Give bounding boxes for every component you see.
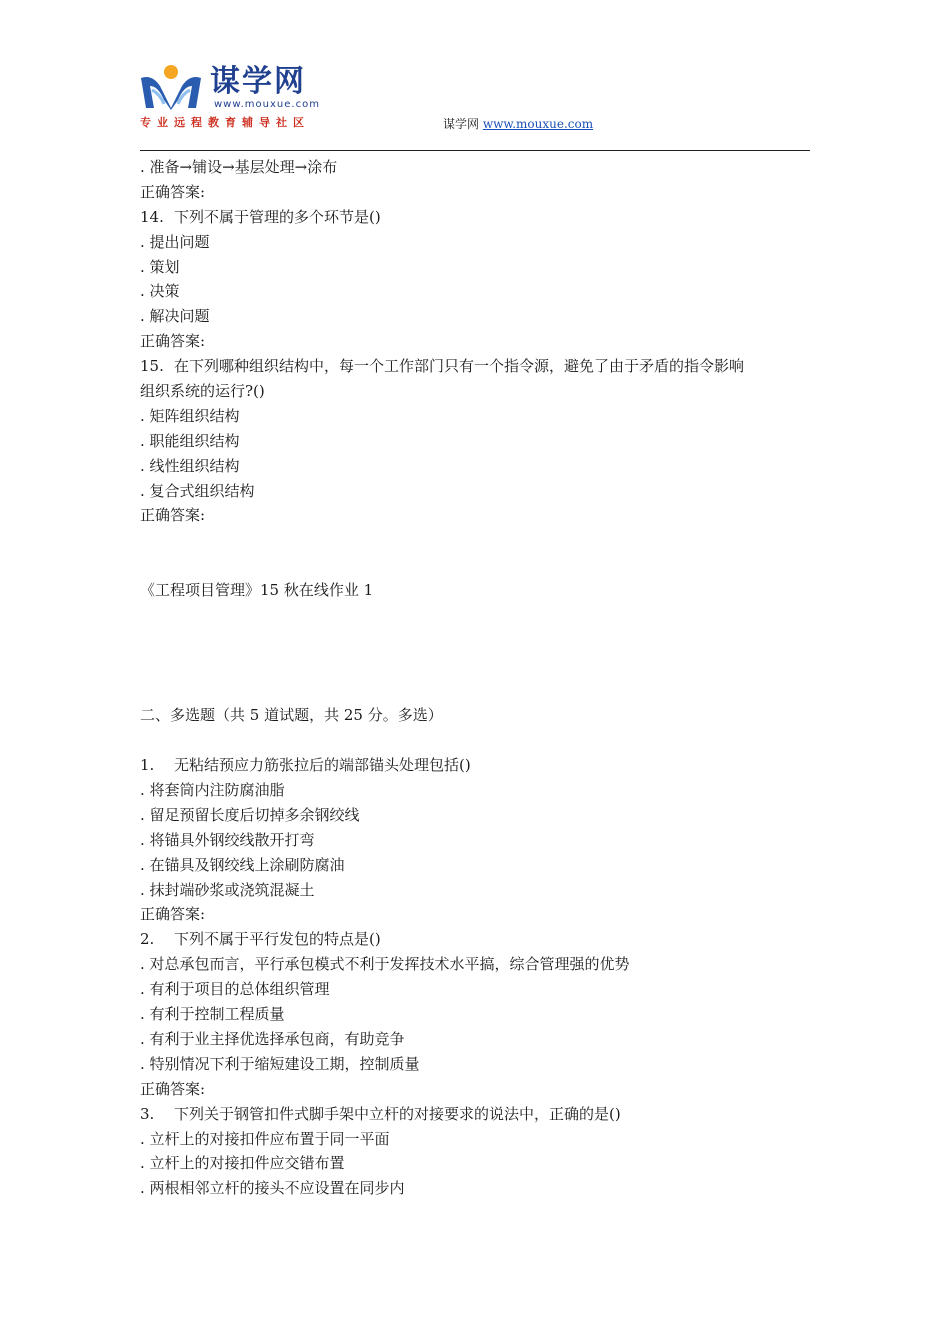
option-item: . 有利于业主择优选择承包商，有助竞争 <box>140 1027 820 1052</box>
course-title: 《工程项目管理》15 秋在线作业 1 <box>140 581 374 600</box>
option-item: . 留足预留长度后切掉多余钢绞线 <box>140 803 820 828</box>
option-item: . 决策 <box>140 279 820 304</box>
question-14 <box>140 205 820 230</box>
option-item: . 解决问题 <box>140 304 820 329</box>
option-item: . 矩阵组织结构 <box>140 404 820 429</box>
question-text: 下列不属于平行发包的特点是() <box>174 930 381 949</box>
page-header <box>0 0 950 152</box>
answer-label: 正确答案: <box>140 1079 206 1098</box>
option-item: . 立杆上的对接扣件应布置于同一平面 <box>140 1127 820 1152</box>
option-item: . 有利于控制工程质量 <box>140 1002 820 1027</box>
multi-question-1 <box>140 753 820 778</box>
option-item: . 有利于项目的总体组织管理 <box>140 977 820 1002</box>
option-item: . 线性组织结构 <box>140 454 820 479</box>
option-item: . 两根相邻立杆的接头不应设置在同步内 <box>140 1176 820 1201</box>
option-item: . 将锚具外钢绞线散开打弯 <box>140 828 820 853</box>
option-item: . 对总承包而言，平行承包模式不利于发挥技术水平搞，综合管理强的优势 <box>140 952 820 977</box>
question-text: 无粘结预应力筋张拉后的端部锚头处理包括() <box>174 756 471 775</box>
question-text: 下列不属于管理的多个环节是() <box>174 207 381 226</box>
logo-url: www.mouxue.com <box>214 99 320 110</box>
header-divider <box>140 150 810 151</box>
answer-label: 正确答案: <box>140 182 206 201</box>
option-item: . 职能组织结构 <box>140 429 820 454</box>
option-item: . 抹封端砂浆或浇筑混凝土 <box>140 878 820 903</box>
site-link[interactable]: www.mouxue.com <box>482 117 594 131</box>
question-15 <box>140 354 820 379</box>
option-item: . 在锚具及钢绞线上涂刷防腐油 <box>140 853 820 878</box>
answer-label: 正确答案: <box>140 506 206 525</box>
question-text-continued: 组织系统的运行?() <box>140 382 265 401</box>
question-number: 2. <box>140 930 155 949</box>
question-text: 下列关于钢管扣件式脚手架中立杆的对接要求的说法中，正确的是() <box>174 1104 621 1123</box>
question-text: 在下列哪种组织结构中，每一个工作部门只有一个指令源，避免了由于矛盾的指令影响 <box>174 357 745 376</box>
question-number: 15. <box>140 357 164 376</box>
site-label: 谋学网 <box>443 117 480 131</box>
answer-label: 正确答案: <box>140 332 206 351</box>
question-number: 1. <box>140 756 155 775</box>
option-item: . 策划 <box>140 255 820 280</box>
header-site-info <box>443 115 593 132</box>
multi-question-3 <box>140 1102 820 1127</box>
option-item: . 提出问题 <box>140 230 820 255</box>
logo-book-icon <box>138 64 204 112</box>
answer-label: 正确答案: <box>140 905 206 924</box>
option-item: . 准备→铺设→基层处理→涂布 <box>140 155 820 180</box>
option-item: . 复合式组织结构 <box>140 479 820 504</box>
option-item: . 将套筒内注防腐油脂 <box>140 778 820 803</box>
question-number: 3. <box>140 1104 155 1123</box>
logo-title: 谋学网 <box>210 64 306 99</box>
document-body <box>140 155 820 1201</box>
logo-slogan: 专业远程教育辅导社区 <box>140 116 310 129</box>
question-number: 14. <box>140 207 164 226</box>
section-title: 二、多选题（共 5 道试题，共 25 分。多选） <box>140 706 443 725</box>
option-item: . 立杆上的对接扣件应交错布置 <box>140 1151 820 1176</box>
mouxue-logo[interactable] <box>138 64 328 130</box>
option-item: . 特别情况下利于缩短建设工期，控制质量 <box>140 1052 820 1077</box>
multi-question-2 <box>140 927 820 952</box>
